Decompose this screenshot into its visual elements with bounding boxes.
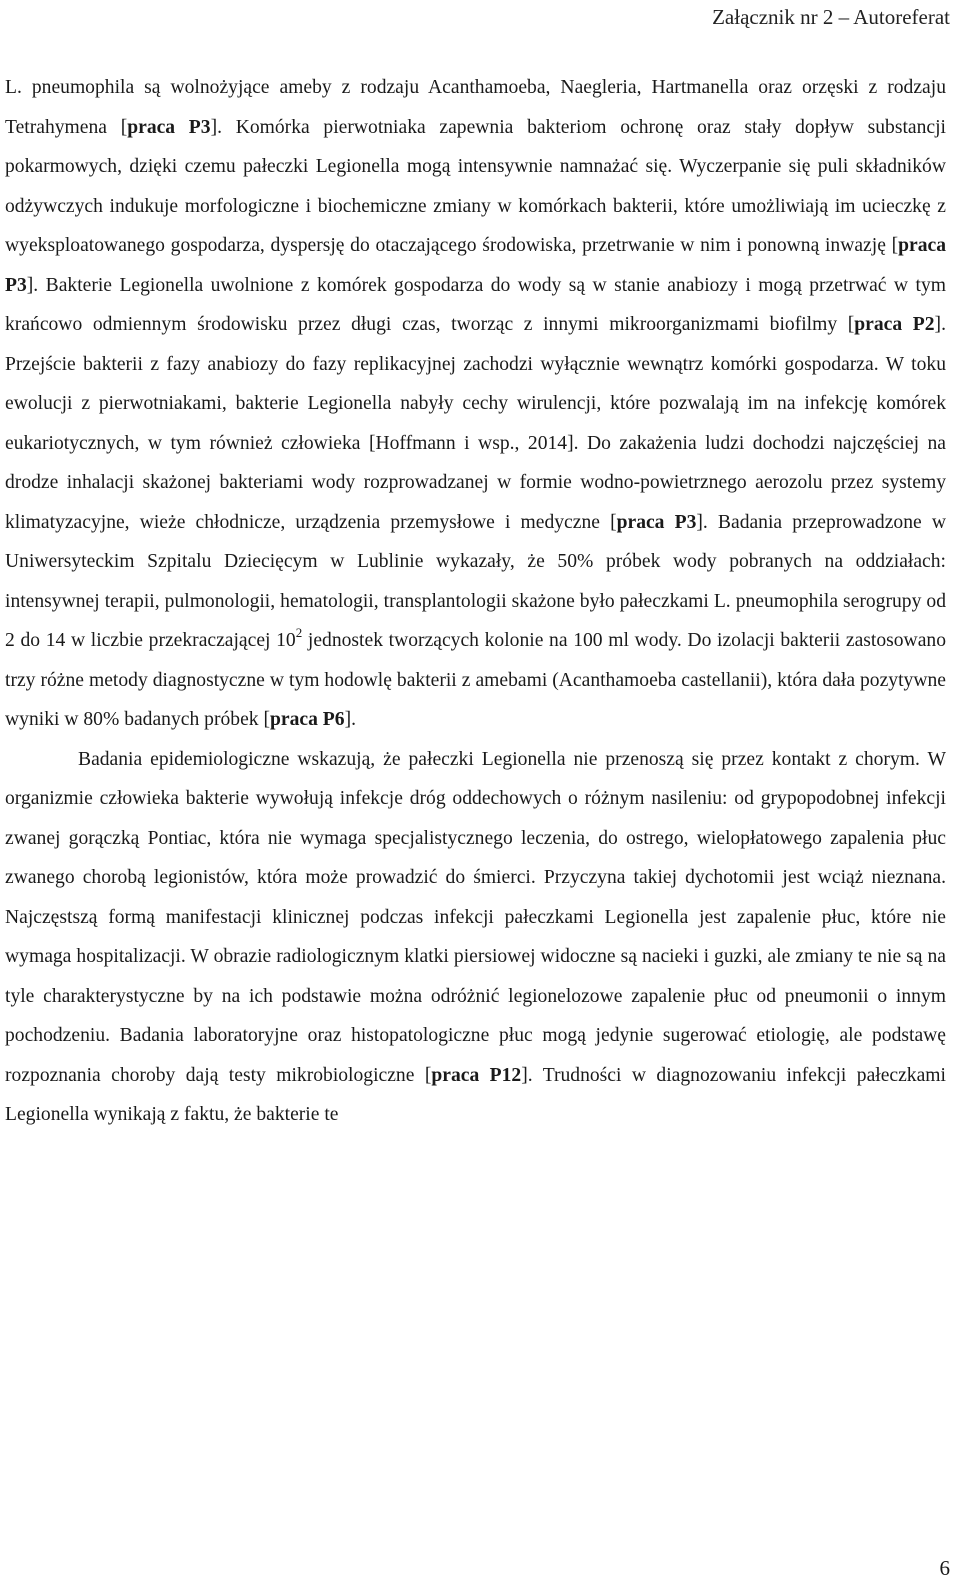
text-segment: ].: [344, 709, 356, 730]
page-number: [940, 1553, 951, 1583]
citation-reference: praca P3: [127, 116, 211, 138]
document-body: [5, 68, 946, 1135]
text-segment: L. pneumophila są wolnożyjące ameby z rodzaju Acanthamoeba, Naegleria, Hartmanella oraz orzęski z rodzaju Tetrahymena [: [5, 77, 946, 138]
text-segment: ]. Bakterie Legionella uwolnione z komórek gospodarza do wody są w stanie anabiozy i mogą przetrwać w tym krańcowo odmiennym środowisku przez długi czas, tworząc z innymi mikroorganizmami biofilmy [: [5, 274, 946, 335]
superscript-exponent: 2: [295, 625, 303, 640]
page-number-label: 6: [939, 1556, 950, 1580]
paragraph: [5, 740, 946, 1135]
text-segment: jednostek tworzących kolonie na 100 ml wody. Do izolacji bakterii zastosowano trzy różne metody diagnostyczne w tym hodowlę bakterii z amebami (Acanthamoeba castellanii), która dała pozytywne wyniki w 80% badanych próbek [: [5, 630, 946, 730]
document-header: [712, 2, 950, 32]
citation-reference: praca P12: [431, 1064, 522, 1086]
paragraph: [5, 68, 946, 740]
citation-reference: praca P2: [854, 314, 935, 335]
text-segment: ]. Komórka pierwotniaka zapewnia bakteriom ochronę oraz stały dopływ substancji pokarmowych, dzięki czemu pałeczki Legionella mogą intensywnie namnażać się. Wyczerpanie się puli składników odżywczych indukuje morfologiczne i biochemiczne zmiany w komórkach bakterii, które umożliwiają im ucieczkę z wyeksploatowanego gospodarza, dyspersję do otaczającego środowiska, przetrwanie w nim i ponowną inwazję [: [5, 116, 946, 256]
text-segment: ]. Przejście bakterii z fazy anabiozy do fazy replikacyjnej zachodzi wyłącznie wewnątrz komórki gospodarza. W toku ewolucji z pierwotniakami, bakterie Legionella nabyły cechy wirulencji, które pozwalają im na infekcję komórek eukariotycznych, w tym również człowieka [Hoffmann i wsp., 2014]. Do zakażenia ludzi dochodzi najczęściej na drodze inhalacji skażonej bakteriami wody rozprowadzanej w formie wodno-powietrznego aerozolu przez systemy klimatyzacyjne, wieże chłodnicze, urządzenia przemysłowe i medyczne [: [5, 314, 946, 533]
text-segment: Badania epidemiologiczne wskazują, że pałeczki Legionella nie przenoszą się przez kontakt z chorym. W organizmie człowieka bakterie wywołują infekcje dróg oddechowych o różnym nasileniu: od grypopodobnej infekcji zwanej gorączką Pontiac, która nie wymaga specjalistycznego leczenia, do ostrego, wielopłatowego zapalenia płuc zwanego chorobą legionistów, która może prowadzić do śmierci. Przyczyna takiej dychotomii jest wciąż nieznana. Najczęstszą formą manifestacji klinicznej podczas infekcji pałeczkami Legionella jest zapalenie płuc, które nie wymaga hospitalizacji. W obrazie radiologicznym klatki piersiowej widoczne są nacieki i guzki, ale zmiany te nie są na tyle charakterystyczne by na ich podstawie można odróżnić legionelozowe zapalenie płuc od pneumonii o innym pochodzeniu. Badania laboratoryjne oraz histopatologiczne płuc mogą jedynie sugerować etiologię, ale podstawę rozpoznania choroby dają testy mikrobiologiczne [: [5, 748, 946, 1086]
citation-reference: praca P3: [5, 235, 946, 296]
citation-reference: praca P3: [616, 511, 697, 533]
text-segment: ]. Badania przeprowadzone w Uniwersyteckim Szpitalu Dziecięcym w Lublinie wykazały, że 50% próbek wody pobranych na oddziałach: intensywnej terapii, pulmonologii, hematologii, transplantologii skażone było pałeczkami L. pneumophila serogrupy od 2 do 14 w liczbie przekraczającej 10: [5, 511, 946, 651]
citation-reference: praca P6: [270, 709, 345, 730]
text-segment: ]. Trudności w diagnozowaniu infekcji pałeczkami Legionella wynikają z faktu, że bakterie te: [5, 1064, 946, 1125]
header-title: Załącznik nr 2 – Autoreferat: [712, 5, 950, 29]
